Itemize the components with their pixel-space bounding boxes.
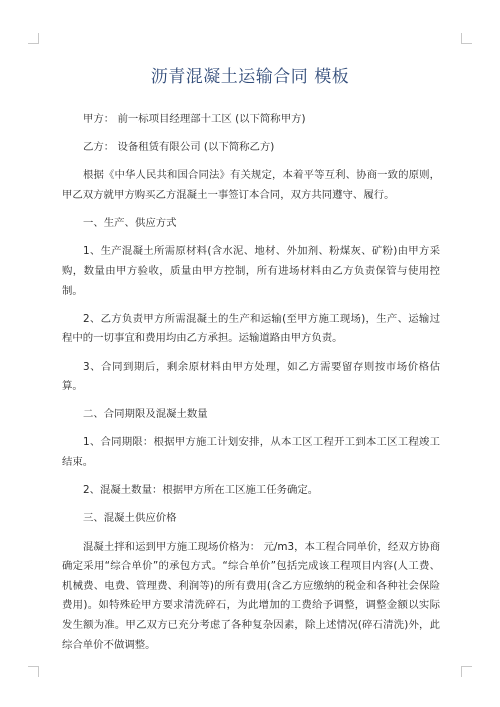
section-heading-3: 三、混凝土供应价格 bbox=[83, 512, 177, 525]
clause-2-2: 2、混凝土数量：根据甲方所在工区施工任务确定。 bbox=[83, 484, 319, 497]
section-heading-1: 一、生产、供应方式 bbox=[83, 217, 177, 230]
clause-2-1: 1、合同期限：根据甲方施工计划安排，从本工区工程开工到本工区工程竣工结束。 bbox=[62, 436, 440, 469]
clause-3-price: 混凝土拌和运到甲方施工现场价格为： 元/m3，本工程合同单价，经双方协商确定采用“综合单价”的承包方式。“综合单价”包括完成该工程项目内容(人工费、机械费、电费、管理费、利润等)的所有费用(含乙方应缴纳的税金和各种社会保险费用)。如特殊砼甲方要求清洗碎石，为此增加的工费给予调整，调整金额以实际发生额为准。甲乙双方已充分考虑了各种复杂因素，除上述情况(碎石清洗)外，此综合单价不做调整。 bbox=[62, 540, 440, 651]
clause-1-1: 1、生产混凝土所需原材料(含水泥、地材、外加剂、粉煤灰、矿粉)由甲方采购，数量由甲方验收，质量由甲方控制，所有进场材料由乙方负责保管与使用控制。 bbox=[62, 245, 440, 297]
section-heading-2: 二、合同期限及混凝土数量 bbox=[83, 408, 208, 421]
preamble-paragraph: 根据《中华人民共和国合同法》有关规定，本着平等互利、协商一致的原则，甲乙双方就甲方购买乙方混凝土一事签订本合同，双方共同遵守、履行。 bbox=[62, 169, 440, 201]
clause-1-3: 3、合同到期后，剩余原材料由甲方处理，如乙方需要留存则按市场价格估算。 bbox=[62, 360, 440, 393]
party-a-line: 甲方： 前一标项目经理部十工区 (以下简称甲方) bbox=[83, 113, 306, 125]
crop-mark-top-left bbox=[28, 33, 39, 44]
document-body bbox=[62, 110, 440, 655]
clause-1-2: 2、乙方负责甲方所需混凝土的生产和运输(至甲方施工现场)，生产、运输过程中的一切事宜和费用均由乙方承担。运输道路由甲方负责。 bbox=[62, 312, 440, 345]
document-title: 沥青混凝土运输合同 模板 bbox=[150, 67, 350, 87]
crop-mark-top-right bbox=[461, 33, 472, 44]
crop-mark-bottom-left bbox=[28, 666, 39, 677]
crop-mark-bottom-right bbox=[461, 666, 472, 677]
party-b-line: 乙方： 设备租赁有限公司 (以下简称乙方) bbox=[83, 141, 275, 154]
